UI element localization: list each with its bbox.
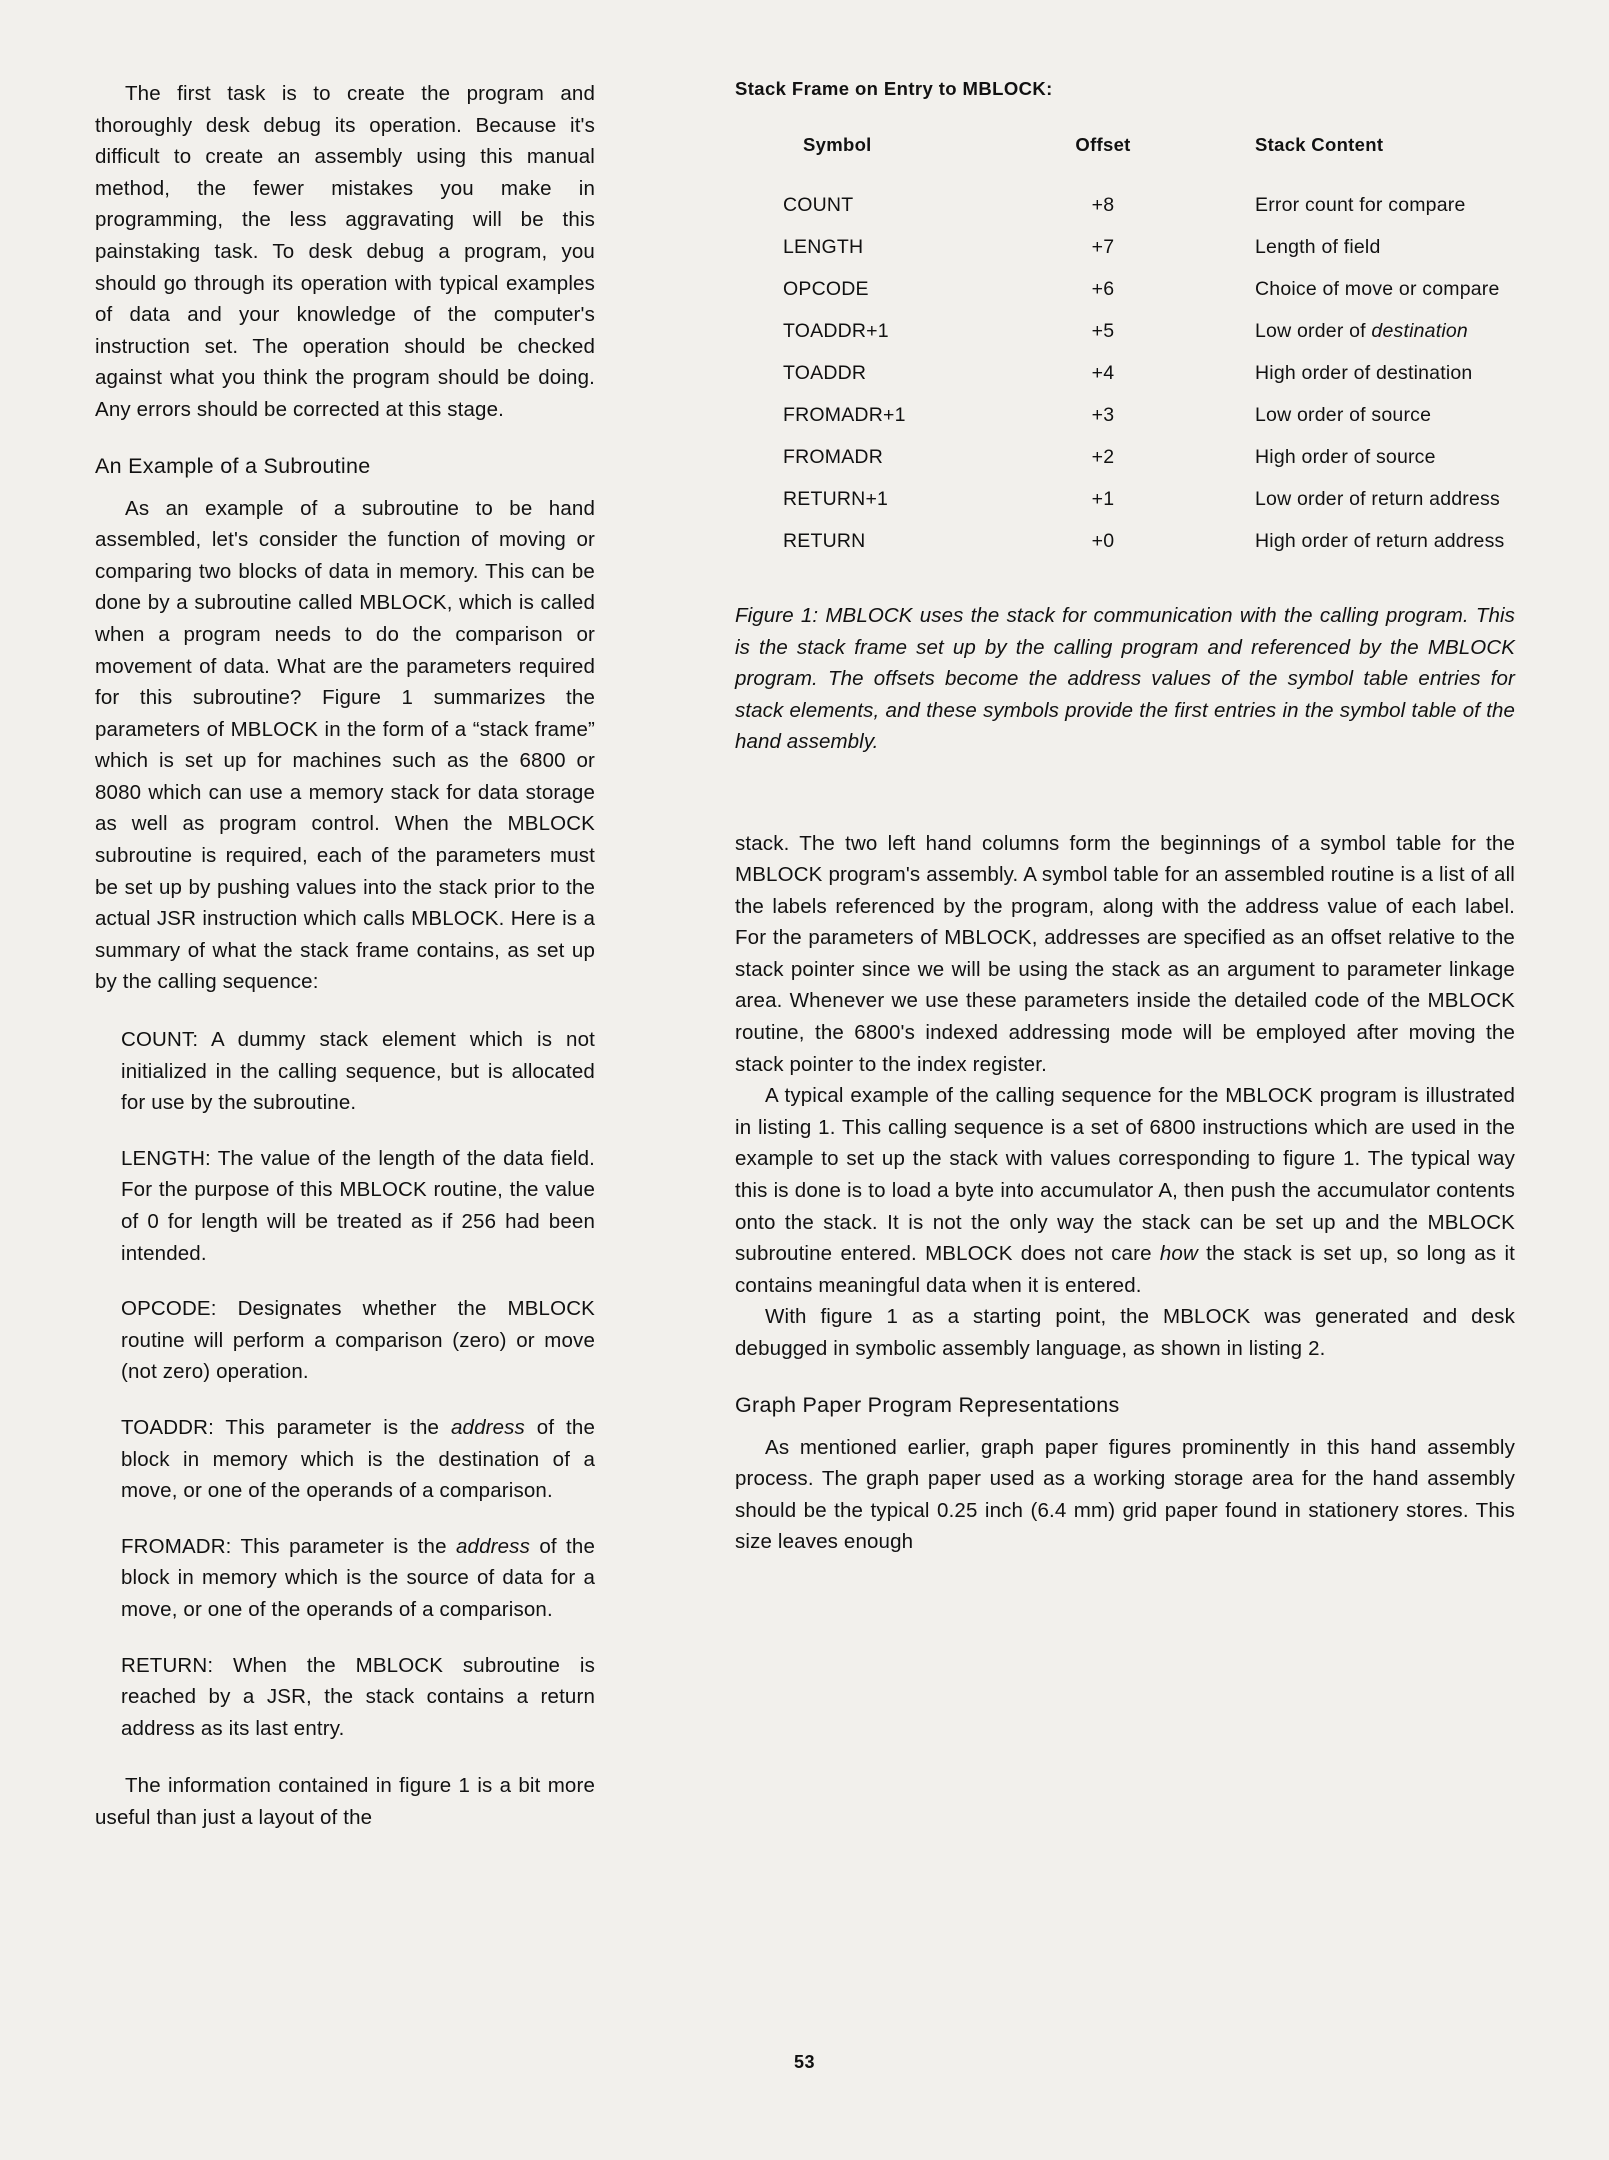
spacer [95,998,595,1024]
table-header-row [735,134,1515,184]
table-row [735,436,1515,478]
column-header-offset: Offset [1075,134,1131,155]
page-number: 53 [793,2052,816,2072]
cell-offset: +8 [1091,193,1115,216]
cell-symbol: RETURN [783,529,866,552]
left-column [95,78,595,1834]
table-row [735,520,1515,562]
column-header-symbol: Symbol [803,134,872,155]
cell-content [1193,310,1515,352]
paragraph-calling-sequence-text-before: A typical example of the calling sequence for the MBLOCK program is illustrated in listing 1. This calling sequence is a set of 6800 instructions which are used in the example to set up the stack with values corresponding to figure 1. The typical way this is done is to load a byte into accumulator A, then push the accumulator contents onto the stack. It is not the only way the stack can be set up and the MBLOCK subroutine entered. MBLOCK does not care [735,1084,1515,1266]
cell-content-emphasis: destination [1371,319,1468,342]
definition-count-text: COUNT: A dummy stack element which is not initialized in the calling sequence, but is allocated for use by the subroutine. [121,1028,595,1115]
paragraph-mblock-intro: As an example of a subroutine to be hand assembled, let's consider the function of moving or comparing two blocks of data in memory. This can be done by a subroutine called MBLOCK, which is called when a program needs to do the comparison or movement of data. What are the parameters required for this subroutine? Figure 1 summarizes the parameters of MBLOCK in the form of a “stack frame” which is set up for machines such as the 6800 or 8080 which can use a memory stack for data storage as well as program control. When the MBLOCK subroutine is required, each of the parameters must be set up by pushing values into the stack prior to the actual JSR instruction which calls MBLOCK. Here is a summary of what the stack frame contains, as set up by the calling sequence: [95,496,595,994]
cell-content [1193,352,1515,394]
definition-return [121,1650,595,1745]
table-row [735,268,1515,310]
cell-content [1193,394,1515,436]
definition-length-text: LENGTH: The value of the length of the data field. For the purpose of this MBLOCK routine, the value of 0 for length will be treated as if 256 had been intended. [121,1146,595,1265]
definition-fromadr-emphasis: address [456,1534,530,1558]
cell-content-text: Length of field [1255,235,1381,258]
paragraph-calling-sequence-text-after: the stack is set up, so long as it contains meaningful data when it is entered. [735,1242,1515,1297]
paragraph-symbol-table: stack. The two left hand columns form the beginnings of a symbol table for the MBLOCK program's assembly. A symbol table for an assembled routine is a list of all the labels referenced by the program, along with the address value of each label. For the parameters of MBLOCK, addresses are specified as an offset relative to the stack pointer since we will be using the stack as an argument to parameter linkage area. Whenever we use these parameters inside the detailed code of the MBLOCK routine, the 6800's indexed addressing mode will be employed after moving the stack pointer to the index register. [735,831,1515,1076]
cell-offset: +5 [1091,319,1115,342]
heading-graph-paper: Graph Paper Program Representations [735,1392,1120,1417]
definition-opcode-text: OPCODE: Designates whether the MBLOCK routine will perform a comparison (zero) or move (not zero) operation. [121,1297,595,1384]
table-head [735,134,1515,184]
cell-symbol: FROMADR+1 [783,403,906,426]
paragraph-calling-sequence [735,1080,1515,1301]
table-row [735,352,1515,394]
cell-content-text: Low order of source [1255,403,1432,426]
cell-offset: +6 [1091,277,1115,300]
definition-fromadr-text-after: of the block in memory which is the source of data for a move, or one of the operands of a comparison. [121,1534,595,1621]
cell-content [1193,478,1515,520]
paragraph-calling-sequence-emphasis: how [1159,1242,1198,1266]
two-column-layout [95,78,1515,2008]
stack-frame-table [735,134,1515,562]
column-header-stack-content: Stack Content [1255,134,1384,155]
table-row [735,394,1515,436]
paragraph-graph-paper: As mentioned earlier, graph paper figures prominently in this hand assembly process. The graph paper used as a working storage area for the hand assembly should be the typical 0.25 inch (6.4 mm) grid paper found in stationery stores. This size leaves enough [735,1435,1515,1554]
table-row [735,184,1515,226]
cell-content [1193,520,1515,562]
table-row [735,226,1515,268]
definition-toaddr-text-before: TOADDR: This parameter is the [121,1415,451,1439]
figure-caption: Figure 1: MBLOCK uses the stack for communication with the calling program. This is the stack frame set up by the calling program and referenced by the MBLOCK program. The offsets become the address values of the symbol table entries for stack elements, and these symbols provide the first entries in the symbol table of the hand assembly. [735,604,1515,753]
cell-symbol: TOADDR [783,361,867,384]
definition-toaddr-emphasis: address [450,1415,525,1439]
cell-symbol: COUNT [783,193,854,216]
cell-content-text: Low order of [1255,319,1372,342]
table-row [735,310,1515,352]
cell-content-text: Low order of return address [1255,487,1500,510]
definition-opcode [121,1293,595,1388]
definition-return-text: RETURN: When the MBLOCK subroutine is reached by a JSR, the stack contains a return address as its last entry. [121,1653,595,1740]
right-column-body [735,828,1515,1558]
cell-offset: +2 [1091,445,1115,468]
cell-symbol: TOADDR+1 [783,319,889,342]
cell-content [1193,226,1515,268]
definition-fromadr-text-before: FROMADR: This parameter is the [121,1534,456,1558]
figure-1-block [735,78,1515,758]
cell-content [1193,436,1515,478]
cell-content-text: High order of source [1255,445,1436,468]
paragraph-first-task: The first task is to create the program and thoroughly desk debug its operation. Because it's difficult to create an assembly using this manual method, the fewer mistakes you make in programming, the less aggravating will be this painstaking task. To desk debug a program, you should go through its operation with typical examples of data and your knowledge of the computer's instruction set. The operation should be checked against what you think the program should be doing. Any errors should be corrected at this stage. [95,82,595,421]
cell-offset: +3 [1091,403,1115,426]
cell-offset: +7 [1091,235,1115,258]
heading-example-subroutine: An Example of a Subroutine [95,453,371,478]
cell-content-text: High order of return address [1255,529,1505,552]
cell-offset: +0 [1091,529,1115,552]
table-row [735,478,1515,520]
definition-list [95,1024,595,1744]
cell-content-text: Error count for compare [1255,193,1466,216]
cell-offset: +1 [1091,487,1115,510]
definition-count [121,1024,595,1119]
definition-toaddr-text-after: of the block in memory which is the destination of a move, or one of the operands of a comparison. [121,1415,595,1503]
cell-symbol: LENGTH [783,235,864,258]
cell-content [1193,268,1515,310]
definition-length [121,1143,595,1269]
cell-symbol: RETURN+1 [783,487,889,510]
paragraph-listing-2: With figure 1 as a starting point, the MBLOCK was generated and desk debugged in symbolic assembly language, as shown in listing 2. [735,1305,1515,1360]
cell-offset: +4 [1091,361,1115,384]
right-column [735,78,1515,1558]
cell-content [1193,184,1515,226]
definition-fromadr [121,1531,595,1626]
spacer [95,1744,595,1770]
definition-toaddr [121,1412,595,1507]
cell-symbol: OPCODE [783,277,869,300]
cell-symbol: FROMADR [783,445,883,468]
cell-content-text: High order of destination [1255,361,1473,384]
figure-title: Stack Frame on Entry to MBLOCK: [735,78,1053,99]
table-body [735,184,1515,562]
paragraph-figure-info: The information contained in figure 1 is a bit more useful than just a layout of the [95,1774,595,1829]
cell-content-text: Choice of move or compare [1255,277,1500,300]
